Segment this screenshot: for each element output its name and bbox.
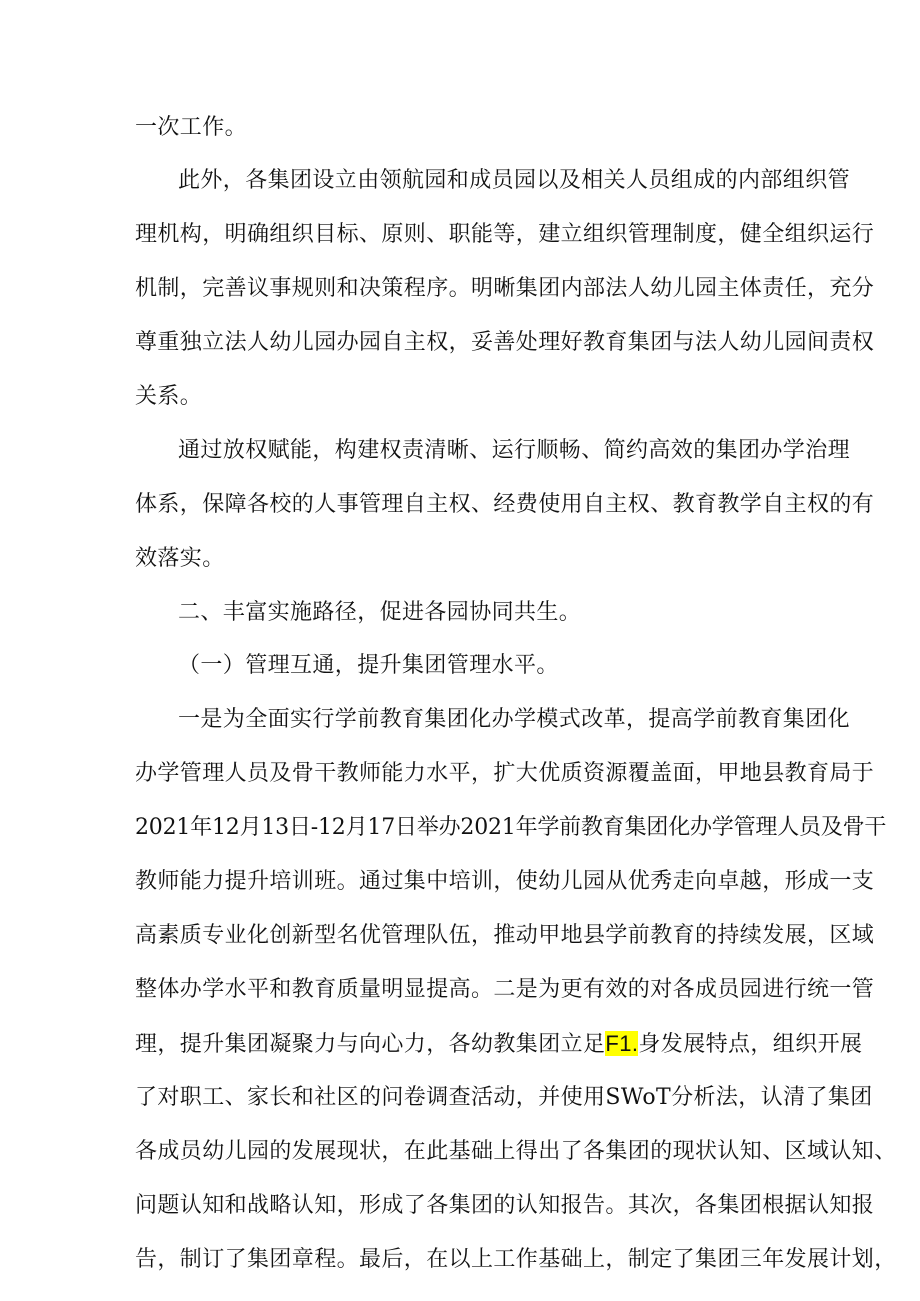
highlighted-text: F1. bbox=[605, 1031, 639, 1056]
text-line: 尊重独立法人幼儿园办园自主权，妥善处理好教育集团与法人幼儿园间责权 bbox=[135, 330, 875, 355]
paragraph-first-line: 一是为全面实行学前教育集团化办学模式改革，提高学前教育集团化 bbox=[178, 707, 851, 732]
text-segment: 理，提升集团凝聚力与向心力，各幼教集团立足 bbox=[135, 1032, 606, 1057]
text-line: 问题认知和战略认知，形成了各集团的认知报告。其次，各集团根据认知报 bbox=[135, 1193, 875, 1218]
subsection-heading: （一）管理互通，提升集团管理水平。 bbox=[178, 653, 559, 678]
paragraph-first-line: 通过放权赋能，构建权责清晰、运行顺畅、简约高效的集团办学治理 bbox=[178, 438, 851, 463]
text-line: 理机构，明确组织目标、原则、职能等，建立组织管理制度，健全组织运行 bbox=[135, 222, 875, 247]
text-line: 了对职工、家长和社区的问卷调查活动，并使用SWoT分析法，认清了集团 bbox=[135, 1085, 873, 1110]
section-heading: 二、丰富实施路径，促进各园协同共生。 bbox=[178, 600, 582, 625]
text-line: 效落实。 bbox=[135, 546, 225, 571]
text-line: 整体办学水平和教育质量明显提高。二是为更有效的对各成员园进行统一管 bbox=[135, 977, 875, 1002]
text-line: 教师能力提升培训班。通过集中培训，使幼儿园从优秀走向卓越，形成一支 bbox=[135, 869, 875, 894]
text-line: 2021年12月13日-12月17日举办2021年学前教育集团化办学管理人员及骨干 bbox=[135, 815, 887, 840]
text-line-with-highlight bbox=[135, 1029, 862, 1060]
text-line: 办学管理人员及骨干教师能力水平，扩大优质资源覆盖面，甲地县教育局于 bbox=[135, 761, 875, 786]
text-line: 各成员幼儿园的发展现状，在此基础上得出了各集团的现状认知、区域认知、 bbox=[135, 1139, 897, 1164]
text-line: 体系，保障各校的人事管理自主权、经费使用自主权、教育教学自主权的有 bbox=[135, 492, 875, 517]
paragraph-first-line: 此外，各集团设立由领航园和成员园以及相关人员组成的内部组织管 bbox=[178, 168, 851, 193]
text-segment: 身发展特点，组织开展 bbox=[638, 1032, 863, 1057]
text-line: 关系。 bbox=[135, 384, 203, 409]
text-line: 告，制订了集团章程。最后，在以上工作基础上，制定了集团三年发展计划， bbox=[135, 1247, 897, 1272]
text-line: 高素质专业化创新型名优管理队伍，推动甲地县学前教育的持续发展，区域 bbox=[135, 923, 875, 948]
text-line: 一次工作。 bbox=[135, 115, 248, 140]
text-line: 机制，完善议事规则和决策程序。明晰集团内部法人幼儿园主体责任，充分 bbox=[135, 276, 875, 301]
